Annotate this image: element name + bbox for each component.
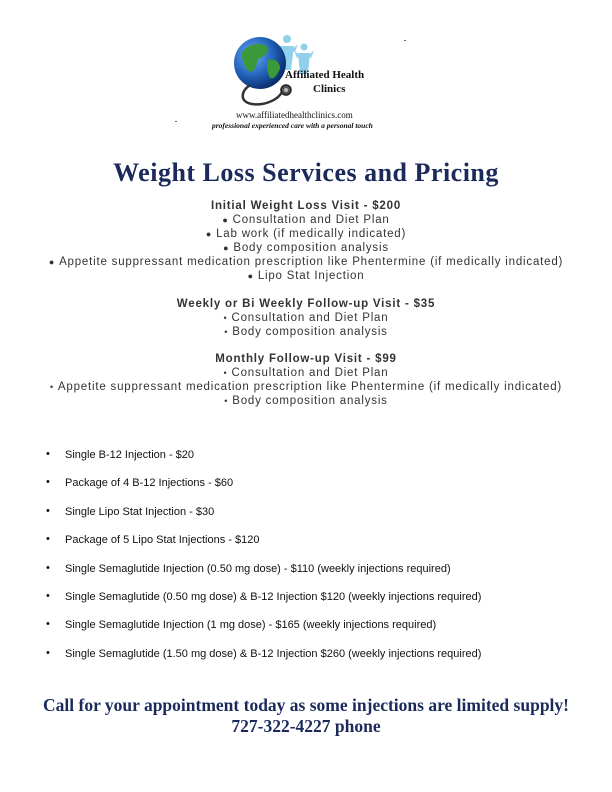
bullet-icon: • <box>223 368 228 378</box>
bullet-icon: • <box>49 382 54 392</box>
list-item-text: Lab work (if medically indicated) <box>216 228 407 240</box>
website-link[interactable]: www.affiliatedhealthclinics.com <box>236 110 353 120</box>
brand-name-line2: Clinics <box>313 83 346 95</box>
clinic-logo <box>200 30 420 135</box>
tagline: professional experienced care with a personal touch <box>212 121 373 130</box>
list-item: • Single Semaglutide Injection (0.50 mg dose) - $110 (weekly injections required) <box>44 563 481 591</box>
bullet-icon: ● <box>222 215 229 225</box>
list-item: • Single Semaglutide (1.50 mg dose) & B-12 Injection $260 (weekly injections required) <box>44 648 481 676</box>
bullet-icon: ● <box>48 257 56 267</box>
section-title: Initial Weight Loss Visit - $200 <box>210 200 402 212</box>
list-item <box>0 241 612 255</box>
list-item: • Package of 4 B-12 Injections - $60 <box>44 477 481 505</box>
page-title: Weight Loss Services and Pricing <box>113 158 499 187</box>
list-item-text: Appetite suppressant medication prescription like Phentermine (if medically indicated) <box>57 381 563 393</box>
list-item <box>0 366 612 380</box>
section-title: Monthly Follow-up Visit - $99 <box>215 353 397 365</box>
injection-price-list <box>44 449 481 676</box>
bullet-icon: ● <box>223 243 230 253</box>
list-item-text: Body composition analysis <box>232 326 388 338</box>
phone-number[interactable]: 727-322-4227 phone <box>231 716 381 736</box>
brand-name-line1: Affiliated Health <box>285 69 365 81</box>
followup-visit-section <box>0 297 612 339</box>
section-title: Weekly or Bi Weekly Follow-up Visit - $35 <box>176 298 436 310</box>
bullet-icon: • <box>223 313 228 323</box>
list-item: • Single Semaglutide Injection (1 mg dose) - $165 (weekly injections required) <box>44 619 481 647</box>
list-item-text: Appetite suppressant medication prescription like Phentermine (if medically indicated) <box>59 256 564 268</box>
bullet-icon: ● <box>247 271 254 281</box>
initial-visit-section <box>0 199 612 283</box>
list-item <box>0 394 612 408</box>
list-item <box>0 227 612 241</box>
bullet-icon: ● <box>205 229 213 239</box>
list-item-text: Consultation and Diet Plan <box>232 214 390 226</box>
list-item <box>0 269 612 283</box>
list-item <box>0 325 612 339</box>
bullet-icon: • <box>224 327 229 337</box>
list-item: • Single Semaglutide (0.50 mg dose) & B-12 Injection $120 (weekly injections required) <box>44 591 481 619</box>
list-item-text: Consultation and Diet Plan <box>231 312 389 324</box>
list-item <box>0 311 612 325</box>
list-item <box>0 255 612 269</box>
list-item <box>0 380 612 394</box>
list-item: • Package of 5 Lipo Stat Injections - $120 <box>44 534 481 562</box>
list-item: • Single B-12 Injection - $20 <box>44 449 481 477</box>
list-item-text: Lipo Stat Injection <box>257 270 365 282</box>
list-item: • Single Lipo Stat Injection - $30 <box>44 506 481 534</box>
decorative-speck <box>175 121 177 122</box>
call-to-action <box>0 695 612 737</box>
list-item <box>0 213 612 227</box>
decorative-speck <box>404 40 406 41</box>
list-item-text: Body composition analysis <box>233 242 389 254</box>
cta-message: Call for your appointment today as some injections are limited supply! <box>43 695 569 715</box>
list-item-text: Body composition analysis <box>232 395 388 407</box>
list-item-text: Consultation and Diet Plan <box>231 367 389 379</box>
monthly-visit-section <box>0 352 612 408</box>
bullet-icon: • <box>224 396 229 406</box>
